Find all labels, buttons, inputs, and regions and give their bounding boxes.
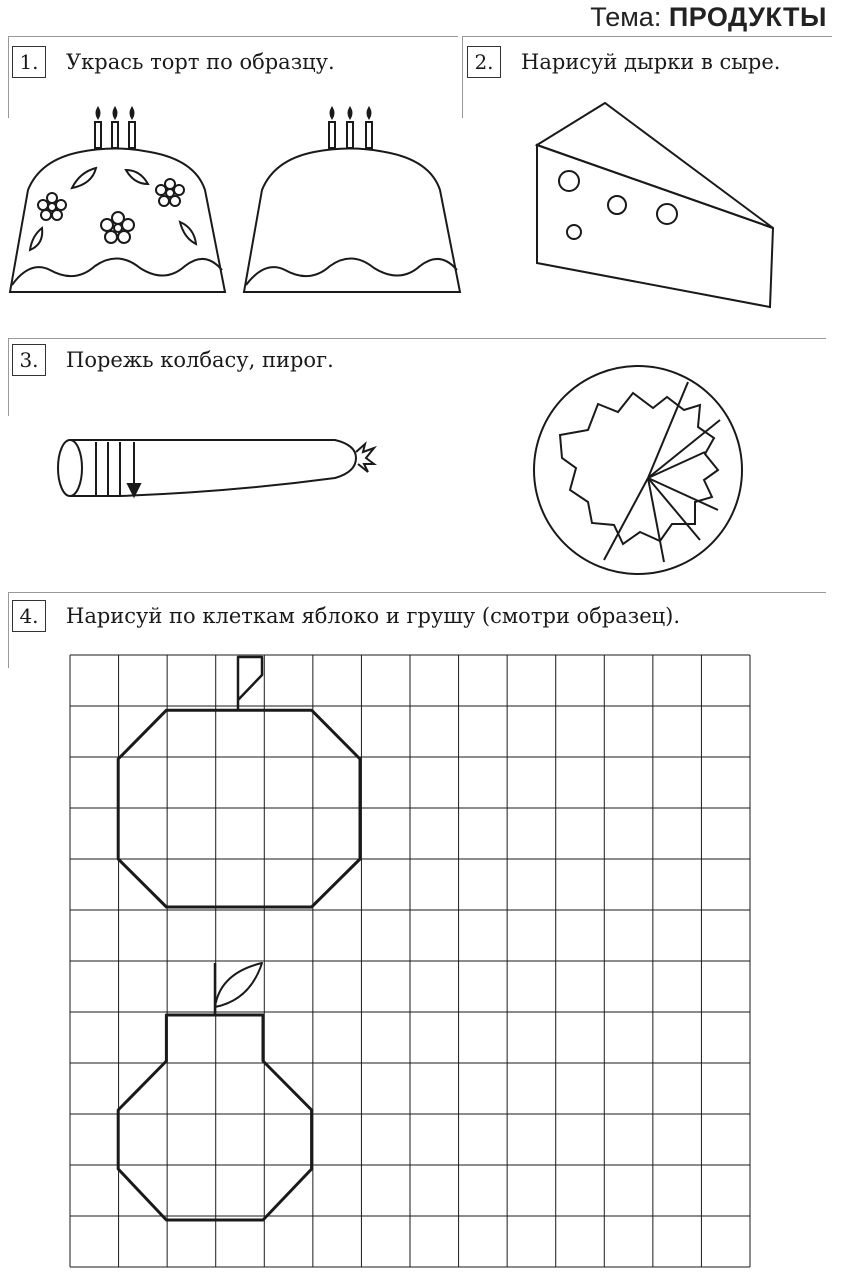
pear-outline	[118, 1015, 311, 1220]
task-2-number: 2.	[467, 46, 501, 78]
apple-outline	[118, 710, 360, 907]
task-1-text: Укрась торт по образцу.	[66, 50, 335, 74]
apple-stem-icon	[238, 657, 262, 710]
topic-label: Тема:	[590, 2, 662, 32]
drawing-grid	[70, 655, 750, 1267]
pear-leaf-icon	[215, 963, 262, 1007]
task-3-text: Порежь колбасу, пирог.	[66, 348, 334, 372]
topic-value: ПРОДУКТЫ	[668, 2, 827, 32]
task-1-number: 1.	[12, 46, 46, 78]
task-4-text: Нарисуй по клеткам яблоко и грушу (смотри образец).	[66, 604, 681, 628]
task-2-text: Нарисуй дырки в сыре.	[521, 50, 781, 74]
task-3-number: 3.	[12, 344, 46, 376]
task-4-number: 4.	[12, 600, 46, 632]
